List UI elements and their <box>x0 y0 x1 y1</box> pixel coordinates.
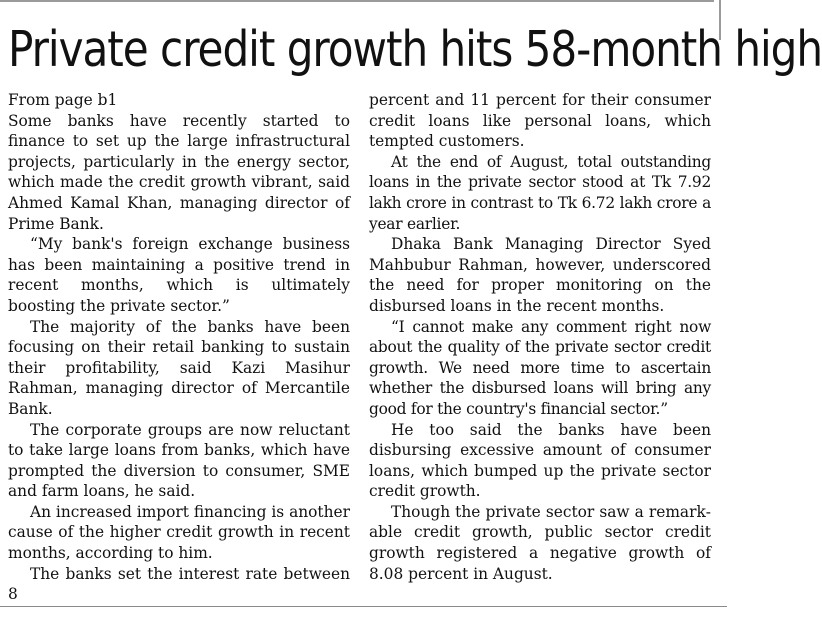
paragraph: “I cannot make any comment right now about the quality of the private sector credit growth. We need more time to ascertain whether the disbursed loans will bring any good for the country's financial sector.” <box>369 317 711 418</box>
top-border-rule <box>0 0 714 2</box>
paragraph: The corporate groups are now reluctant to take large loans from banks, which have prompted the diversion to consumer, SME and farm loans, he said. <box>8 420 350 501</box>
left-column <box>8 90 350 605</box>
jump-line: From page b1 <box>8 91 118 109</box>
paragraph: He too said the banks have been disbursing excessive amount of consumer loans, which bumped up the private sector credit growth. <box>369 420 711 501</box>
paragraph: At the end of August, total outstanding loans in the private sector stood at Tk 7.92 lakh crore in contrast to Tk 6.72 lakh crore a year earlier. <box>369 152 711 233</box>
paragraph: The banks set the interest rate between 8 <box>8 564 350 604</box>
paragraph: “My bank's foreign exchange business has been maintaining a positive trend in recent months, which is ultimately boosting the private sector.” <box>8 235 350 315</box>
paragraph: Dhaka Bank Managing Director Syed Mahbubur Rahman, however, underscored the need for proper monitoring on the disbursed loans in the recent months. <box>369 235 711 315</box>
paragraph: Some banks have recently started to finance to set up the large infrastructural projects, particularly in the energy sector, which made the credit growth vibrant, said Ahmed Kamal Khan, managing director of Prime Bank. <box>8 111 350 233</box>
headline: Private credit growth hits 58-month high <box>8 21 822 78</box>
paragraph: An increased import financing is another cause of the higher credit growth in recent months, according to him. <box>8 502 350 563</box>
right-column <box>369 90 711 584</box>
bottom-border-rule <box>0 606 727 607</box>
paragraph: percent and 11 percent for their consumer credit loans like personal loans, which tempted customers. <box>369 91 711 151</box>
paragraph: The majority of the banks have been focusing on their retail banking to sustain their profitability, said Kazi Masihur Rahman, managing director of Mercantile Bank. <box>8 317 350 418</box>
paragraph: Though the private sector saw a remarkable credit growth, public sector credit growth registered a negative growth of 8.08 percent in August. <box>369 502 711 583</box>
